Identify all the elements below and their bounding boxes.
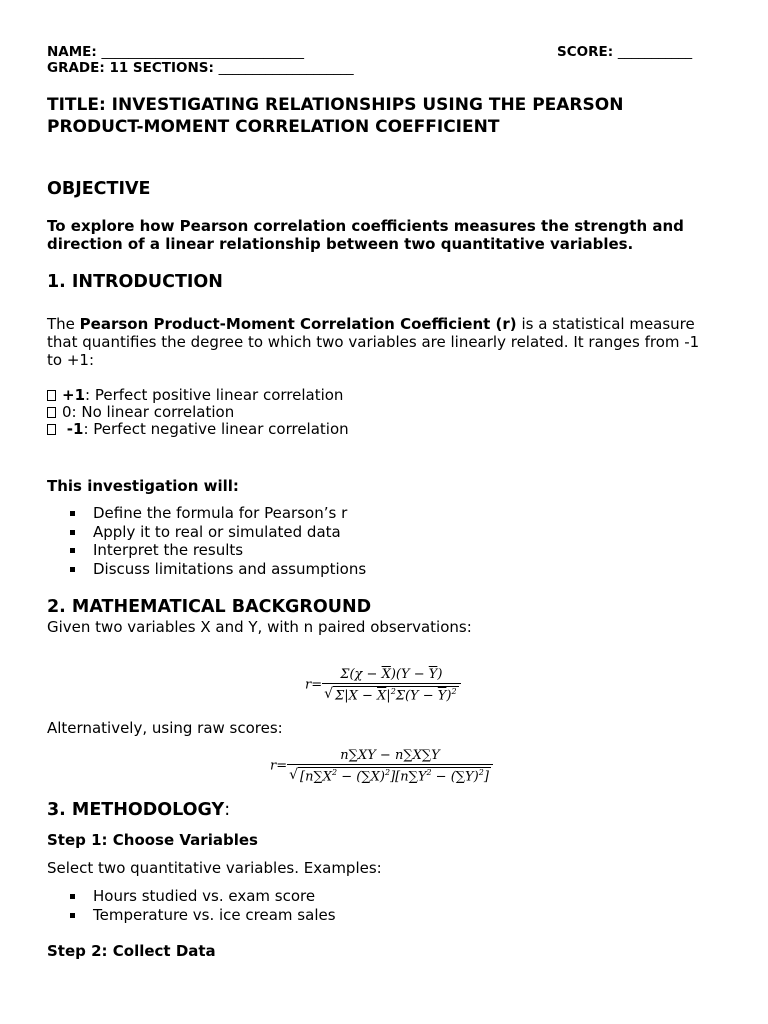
item-text: 0: No linear correlation [62, 403, 235, 421]
list-item [47, 504, 447, 523]
math-background-heading: 2. MATHEMATICAL BACKGROUND [47, 597, 372, 617]
bullet-icon [70, 913, 75, 918]
objective-line-1: To explore how Pearson correlation coefficients measures the strength and [47, 217, 684, 235]
grade-blank: ____________________ [218, 60, 354, 76]
intro-line-1 [47, 315, 699, 333]
correlation-item [47, 386, 349, 403]
intro-line-2: that quantifies the degree to which two variables are linearly related. It ranges from -1 [47, 333, 700, 351]
intro-line-3: to +1: [47, 351, 94, 369]
correlation-list [47, 386, 349, 437]
math-given-text: Given two variables X and Y, with n paired observations: [47, 618, 472, 636]
title-line-2: PRODUCT-MOMENT CORRELATION COEFFICIENT [47, 117, 500, 137]
checkbox-icon [47, 407, 56, 418]
methodology-heading [47, 800, 230, 820]
pearson-formula-deviation: r= $\Sigma(\chi - \overline{X})(Y - \overline{Y})$ √ $\Sigma|X - \overline{X}|^2\Sigma(Y - \overline{Y})^2$ [305, 667, 461, 703]
intro-paragraph [47, 315, 699, 369]
score-field [557, 44, 692, 60]
bullet-icon [70, 530, 75, 535]
checkbox-icon [47, 390, 56, 401]
intro-term: Pearson Product-Moment Correlation Coefficient (r) [79, 315, 517, 333]
bullet-icon [70, 511, 75, 516]
score-blank: ___________ [617, 44, 693, 60]
list-item-text: Hours studied vs. exam score [93, 887, 316, 905]
select-variables-text: Select two quantitative variables. Examples: [47, 859, 382, 877]
investigation-heading: This investigation will: [47, 477, 239, 495]
item-bold: -1 [66, 420, 84, 438]
title-line-1: TITLE: INVESTIGATING RELATIONSHIPS USING THE PEARSON [47, 95, 624, 115]
correlation-item [47, 420, 349, 437]
name-blank: ______________________________ [101, 44, 305, 60]
list-item-text: Discuss limitations and assumptions [93, 559, 367, 578]
alternative-text: Alternatively, using raw scores: [47, 719, 283, 737]
introduction-heading: 1. INTRODUCTION [47, 272, 223, 292]
name-label: NAME: [47, 44, 97, 60]
list-item [47, 887, 447, 906]
list-item [47, 523, 447, 542]
document-title [47, 94, 623, 138]
list-item-text: Define the formula for Pearson’s r [93, 504, 348, 522]
pearson-formula-raw: r= n∑XY − n∑X∑Y √ $[n\sum X^2 - (\sum X)^2][n\sum Y^2 - (\sum Y)^2]$ [270, 748, 493, 784]
grade-label: GRADE: 11 SECTIONS: [47, 60, 214, 76]
checkbox-icon [47, 424, 56, 435]
objective-heading: OBJECTIVE [47, 179, 151, 199]
grade-field [47, 60, 354, 76]
list-item-text: Temperature vs. ice cream sales [93, 906, 336, 924]
bullet-icon [70, 548, 75, 553]
list-item [47, 560, 447, 579]
correlation-item [47, 403, 349, 420]
item-text: : Perfect negative linear correlation [83, 420, 349, 438]
item-text: : Perfect positive linear correlation [85, 386, 344, 404]
intro-pre: The [47, 315, 80, 333]
list-item [47, 906, 447, 925]
examples-list [47, 887, 447, 925]
objective-text [47, 217, 684, 253]
list-item-text: Apply it to real or simulated data [93, 522, 341, 541]
methodology-colon: : [224, 800, 231, 820]
item-bold: +1 [62, 386, 86, 404]
score-label: SCORE: [557, 44, 614, 60]
name-field [47, 44, 304, 60]
bullet-icon [70, 894, 75, 899]
list-item [47, 541, 447, 560]
objective-line-2: direction of a linear relationship between two quantitative variables. [47, 235, 634, 253]
methodology-title: 3. METHODOLOGY [47, 800, 225, 820]
step-1-heading: Step 1: Choose Variables [47, 831, 258, 849]
list-item-text: Interpret the results [93, 541, 244, 559]
intro-post: is a statistical measure [516, 315, 695, 333]
investigation-list [47, 504, 447, 578]
bullet-icon [70, 567, 75, 572]
step-2-heading: Step 2: Collect Data [47, 942, 216, 960]
